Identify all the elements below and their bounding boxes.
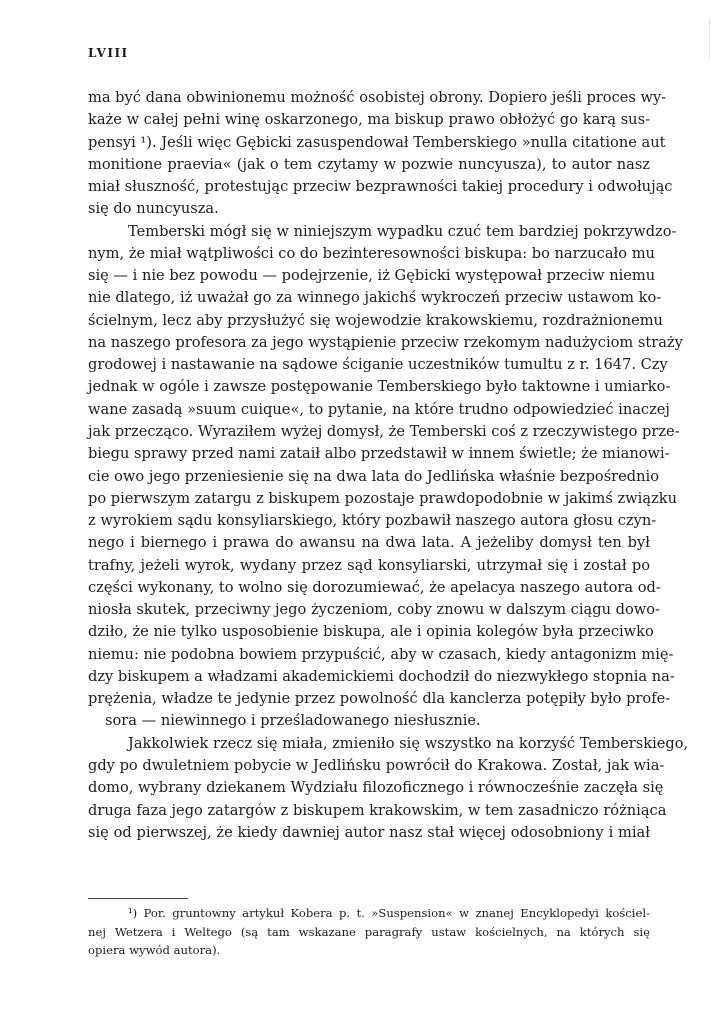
text-line: się od pierwszej, że kiedy dawniej autor nasz stał więcej odosobniony i miał: [88, 823, 650, 841]
text-line: ma być dana obwinionemu możność osobistej obrony. Dopiero jeśli proces wy-: [88, 89, 667, 106]
text-line: monitione praevia« (jak o tem czytamy w pozwie nuncyusza), to autor nasz: [88, 155, 650, 173]
text-line: niemu: nie podobna bowiem przypuścić, aby w czasach, kiedy antagonizm mię-: [88, 645, 674, 663]
text-line: miał słuszność, protestując przeciw bezprawności takiej procedury i odwołując: [88, 178, 673, 196]
text-line: wane zasadą »suum cuique«, to pytanie, na które trudno odpowiedzieć inaczej: [88, 400, 670, 418]
text-line: nego i biernego i prawa do awansu na dwa lata. A jeżeliby domysł ten był: [88, 534, 650, 552]
page-number: LVIII: [88, 46, 129, 60]
text-line: Jakkolwiek rzecz się miała, zmieniło się wszystko na korzyść Temberskiego,: [128, 734, 689, 752]
text-line: jak przecząco. Wyraziłem wyżej domysł, że Temberski coś z rzeczywistego prze-: [88, 422, 680, 440]
text-line: się — i nie bez powodu — podejrzenie, iż Gębicki występował przeciw niemu: [88, 267, 656, 285]
text-line: Temberski mógł się w niniejszym wypadku czuć tem bardziej pokrzywdzo-: [128, 222, 677, 240]
text-line: biegu sprawy przed nami zataił albo przedstawił w innem świetle; że mianowi-: [88, 445, 670, 463]
text-line: pensyi ¹). Jeśli więc Gębicki zasuspendował Temberskiego »nulla citatione aut: [88, 133, 666, 151]
footnotes: [88, 904, 650, 960]
text-line: cie owo jego przeniesienie się na dwa lata do Jedlińska właśnie bezpośrednio: [88, 467, 659, 485]
footnote-line: opiera wywód autora).: [88, 943, 221, 957]
text-line: dzy biskupem a władzami akademickiemi dochodził do niezwykłego stopnia na-: [88, 667, 675, 685]
text-line: części wykonany, to wolno się dorozumiewać, że apelacya naszego autora od-: [88, 578, 661, 596]
text-line: grodowej i nastawanie na sądowe ściganie uczestników tumultu z r. 1647. Czy: [88, 356, 668, 374]
body-text: [88, 87, 689, 844]
text-line: sora — niewinnego i prześladowanego niesłusznie.: [105, 712, 481, 730]
scan-edge-mark: [709, 20, 716, 60]
text-line: z wyrokiem sądu konsyliarskiego, który pozbawił naszego autora głosu czyn-: [88, 512, 657, 530]
text-line: gdy po dwuletniem pobycie w Jedlińsku powrócił do Krakowa. Został, jak wia-: [88, 756, 665, 774]
text-line: po pierwszym zatargu z biskupem pozostaje prawdopodobnie w jakimś związku: [88, 489, 677, 507]
text-line: niosła skutek, przeciwny jego życzeniom, coby znowu w dalszym ciągu dowo-: [88, 601, 660, 619]
text-line: druga faza jego zatargów z biskupem krakowskim, w tem zasadniczo różniąca: [88, 801, 667, 819]
text-line: każe w całej pełni winę oskarzonego, ma biskup prawo obłożyć go karą sus-: [88, 111, 650, 129]
footnote-line: nej Wetzera i Weltego (są tam wskazane paragrafy ustaw kościelnych, na których się: [88, 924, 650, 939]
footnote-line: ¹) Por. gruntowny artykuł Kobera p. t. »Suspension« w znanej Encyklopedyi kościel-: [128, 906, 650, 920]
text-line: domo, wybrany dziekanem Wydziału filozoficznego i równocześnie zaczęła się: [88, 779, 664, 797]
text-line: nym, że miał wątpliwości co do bezinteresowności biskupa: bo narzucało mu: [88, 244, 655, 262]
text-line: dziło, że nie tylko usposobienie biskupa, ale i opinia kolegów była przeciwko: [88, 623, 654, 641]
text-line: ścielnym, lecz aby przysłużyć się wojewodzie krakowskiemu, rozdrażnionemu: [88, 311, 663, 329]
text-line: prężenia, władze te jedynie przez powolność dla kanclerza potępiły było profe-: [88, 690, 671, 708]
text-line: się do nuncyusza.: [88, 200, 219, 218]
text-line: nie dlatego, iż uważał go za winnego jakichś wykroczeń przeciw ustawom ko-: [88, 289, 662, 307]
footnote-divider: [88, 898, 188, 899]
text-line: trafny, jeżeli wyrok, wydany przez sąd konsyliarski, utrzymał się i został po: [88, 556, 650, 574]
text-line: na naszego profesora za jego wystąpienie przeciw rzekomym nadużyciom straży: [88, 333, 683, 351]
text-line: jednak w ogóle i zawsze postępowanie Temberskiego było taktowne i umiarko-: [88, 378, 671, 396]
